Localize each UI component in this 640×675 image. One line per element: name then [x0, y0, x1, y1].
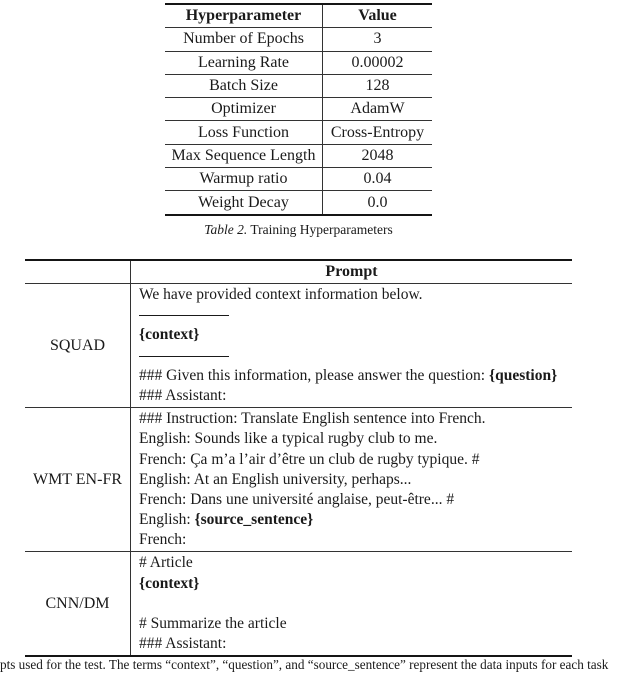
hyperparameter-row	[165, 191, 432, 215]
prompt-text: # Summarize the article	[139, 615, 287, 632]
prompt-text: ### Given this information, please answer the question:	[139, 366, 489, 384]
hyperparameter-name-cell: Loss Function	[165, 121, 323, 144]
prompt-line	[139, 594, 568, 614]
hyperparameters-table-body	[165, 28, 432, 215]
prompt-task-row	[25, 408, 572, 552]
prompt-text: English: At an English university, perhaps...	[139, 470, 412, 488]
prompt-line	[139, 553, 568, 573]
prompt-text: ### Assistant:	[139, 635, 227, 653]
hyperparameter-value-cell: AdamW	[323, 98, 433, 121]
prompt-line	[139, 450, 568, 470]
hyperparameters-table-caption	[165, 222, 432, 238]
task-label-cell: SQUAD	[25, 284, 131, 408]
hyperparameter-name-cell: Learning Rate	[165, 51, 323, 74]
hyperparameter-name-cell: Optimizer	[165, 98, 323, 121]
prompt-line	[139, 429, 568, 449]
hyperparameter-value-cell: 128	[323, 74, 433, 97]
empty-header-cell	[25, 260, 131, 284]
prompt-separator-rule	[139, 346, 568, 366]
prompt-line	[139, 470, 568, 490]
prompt-table-body	[25, 284, 572, 657]
prompt-table-header-row	[25, 260, 572, 284]
hyperparameter-row	[165, 74, 432, 97]
hyperparameter-value-cell: Cross-Entropy	[323, 121, 433, 144]
prompt-line	[139, 510, 568, 530]
prompt-line	[139, 386, 568, 406]
prompt-placeholder: {context}	[139, 326, 200, 344]
prompt-line	[139, 614, 568, 634]
prompt-text: English:	[139, 511, 195, 529]
hyperparameter-name-cell: Max Sequence Length	[165, 144, 323, 167]
prompt-table	[25, 259, 572, 657]
prompt-content-cell	[131, 284, 573, 408]
prompt-line	[139, 574, 568, 594]
hyperparameter-row	[165, 144, 432, 167]
prompt-text: French: Ça m’a l’air d’être un club de rugby typique. #	[139, 450, 480, 468]
hyperparameter-value-cell: 2048	[323, 144, 433, 167]
hyperparameter-row	[165, 28, 432, 51]
hyperparameter-row	[165, 168, 432, 191]
prompt-text: # Article	[139, 554, 193, 572]
prompt-line	[139, 285, 568, 305]
hyperparameters-table-block	[165, 3, 432, 238]
prompt-column-header: Prompt	[131, 260, 573, 284]
prompt-placeholder: {context}	[139, 574, 200, 592]
prompt-line	[139, 490, 568, 510]
hyperparameter-row	[165, 51, 432, 74]
prompt-line	[139, 325, 568, 345]
hyperparameter-value-cell: 0.0	[367, 193, 388, 211]
prompt-text: French:	[139, 531, 187, 549]
hyperparameters-table	[165, 3, 432, 216]
value-column-header: Value	[323, 4, 433, 28]
task-label-cell: CNN/DM	[25, 552, 131, 656]
prompt-line	[139, 530, 568, 550]
prompt-separator-rule	[139, 305, 568, 325]
prompt-content-cell	[131, 408, 573, 552]
prompt-text: ### Instruction: Translate English sentence into French.	[139, 410, 486, 428]
prompt-task-row	[25, 284, 572, 408]
hyperparameter-row	[165, 121, 432, 144]
prompt-line	[139, 634, 568, 654]
prompt-placeholder: {question}	[488, 366, 558, 384]
prompt-task-row	[25, 552, 572, 656]
prompt-text: English: Sounds like a typical rugby club to me.	[139, 430, 438, 448]
prompt-text: We have provided context information below.	[139, 286, 423, 303]
prompt-content-cell	[131, 552, 573, 656]
task-label-cell: WMT EN-FR	[25, 408, 131, 552]
hyperparameter-value-cell: 0.00002	[323, 51, 433, 74]
hyperparameter-row	[165, 98, 432, 121]
hyperparameters-header-row	[165, 4, 432, 28]
hyperparameter-name-cell: Warmup ratio	[165, 168, 323, 191]
hyperparameter-name-cell: Weight Decay	[165, 191, 323, 215]
table-caption-label: Table 2.	[204, 221, 248, 237]
prompt-text: ### Assistant:	[139, 386, 227, 404]
hyperparameter-value-cell: 3	[323, 28, 433, 51]
table-caption-text: Training Hyperparameters	[247, 221, 393, 237]
prompt-line	[139, 409, 568, 429]
figure-caption: pts used for the test. The terms “context”, “question”, and “source_sentence” represent the data inputs for each task	[0, 657, 609, 672]
prompt-placeholder: {source_sentence}	[194, 511, 314, 529]
hyperparameter-name-cell: Number of Epochs	[165, 28, 323, 51]
hyperparameter-name-cell: Batch Size	[165, 74, 323, 97]
prompt-text: French: Dans une université anglaise, peut-être... #	[139, 490, 455, 508]
prompt-line	[139, 366, 568, 386]
hyperparameter-column-header: Hyperparameter	[165, 4, 323, 28]
hyperparameter-value-cell: 0.04	[323, 168, 433, 191]
